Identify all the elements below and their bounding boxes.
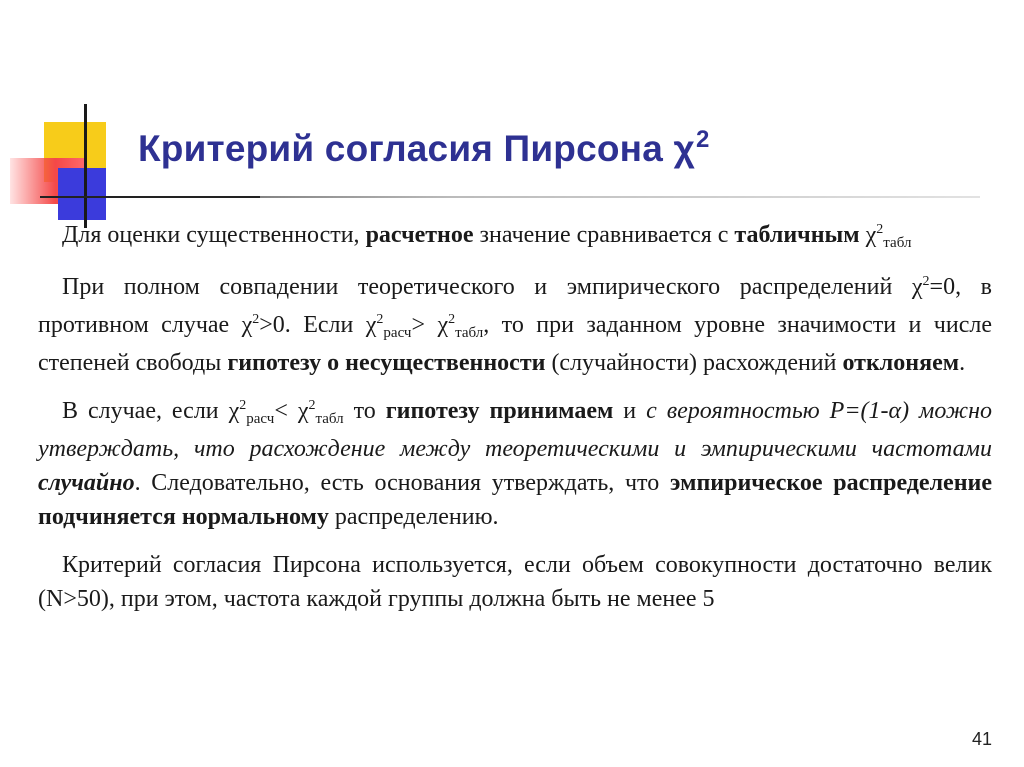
decor-blue-square <box>58 168 106 220</box>
slide-body <box>38 218 992 630</box>
paragraph-2: При полном совпадении теоретического и эмпирического распределений $\chi^2=0$, в противном случае $\chi^2>0$. Если $\chi^2_{расч}> \chi^2_{табл}$, то при заданном уровне значимости и числе степеней свободы гипотезу о несущественности (случайности) расхождений отклоняем. <box>38 274 992 376</box>
decor-vertical-line <box>84 104 87 228</box>
title-superscript: 2 <box>695 126 710 153</box>
slide-title: Критерий согласия Пирсона $\chi^2$ <box>138 126 710 169</box>
decor-title-underline-dark <box>40 196 260 198</box>
paragraph-1: Для оценки существенности, расчетное значение сравнивается с табличным $\chi^2_{табл}$ <box>62 222 912 251</box>
paragraph-4: Критерий согласия Пирсона используется, если объем совокупности достаточно велик (N>50), при этом, частота каждой группы должна быть не менее 5 <box>38 552 992 612</box>
page-number: 41 <box>971 729 992 749</box>
paragraph-3: В случае, если $\chi^2_{расч}< \chi^2_{табл}$ то гипотезу принимаем и с вероятностью Р=(1-α) можно утверждать, что расхождение между теоретическими и эмпирическими частотами случайно. Следовательно, есть основания утверждать, что эмпирическое распределение подчиняется нормальному распределению. <box>38 398 993 530</box>
